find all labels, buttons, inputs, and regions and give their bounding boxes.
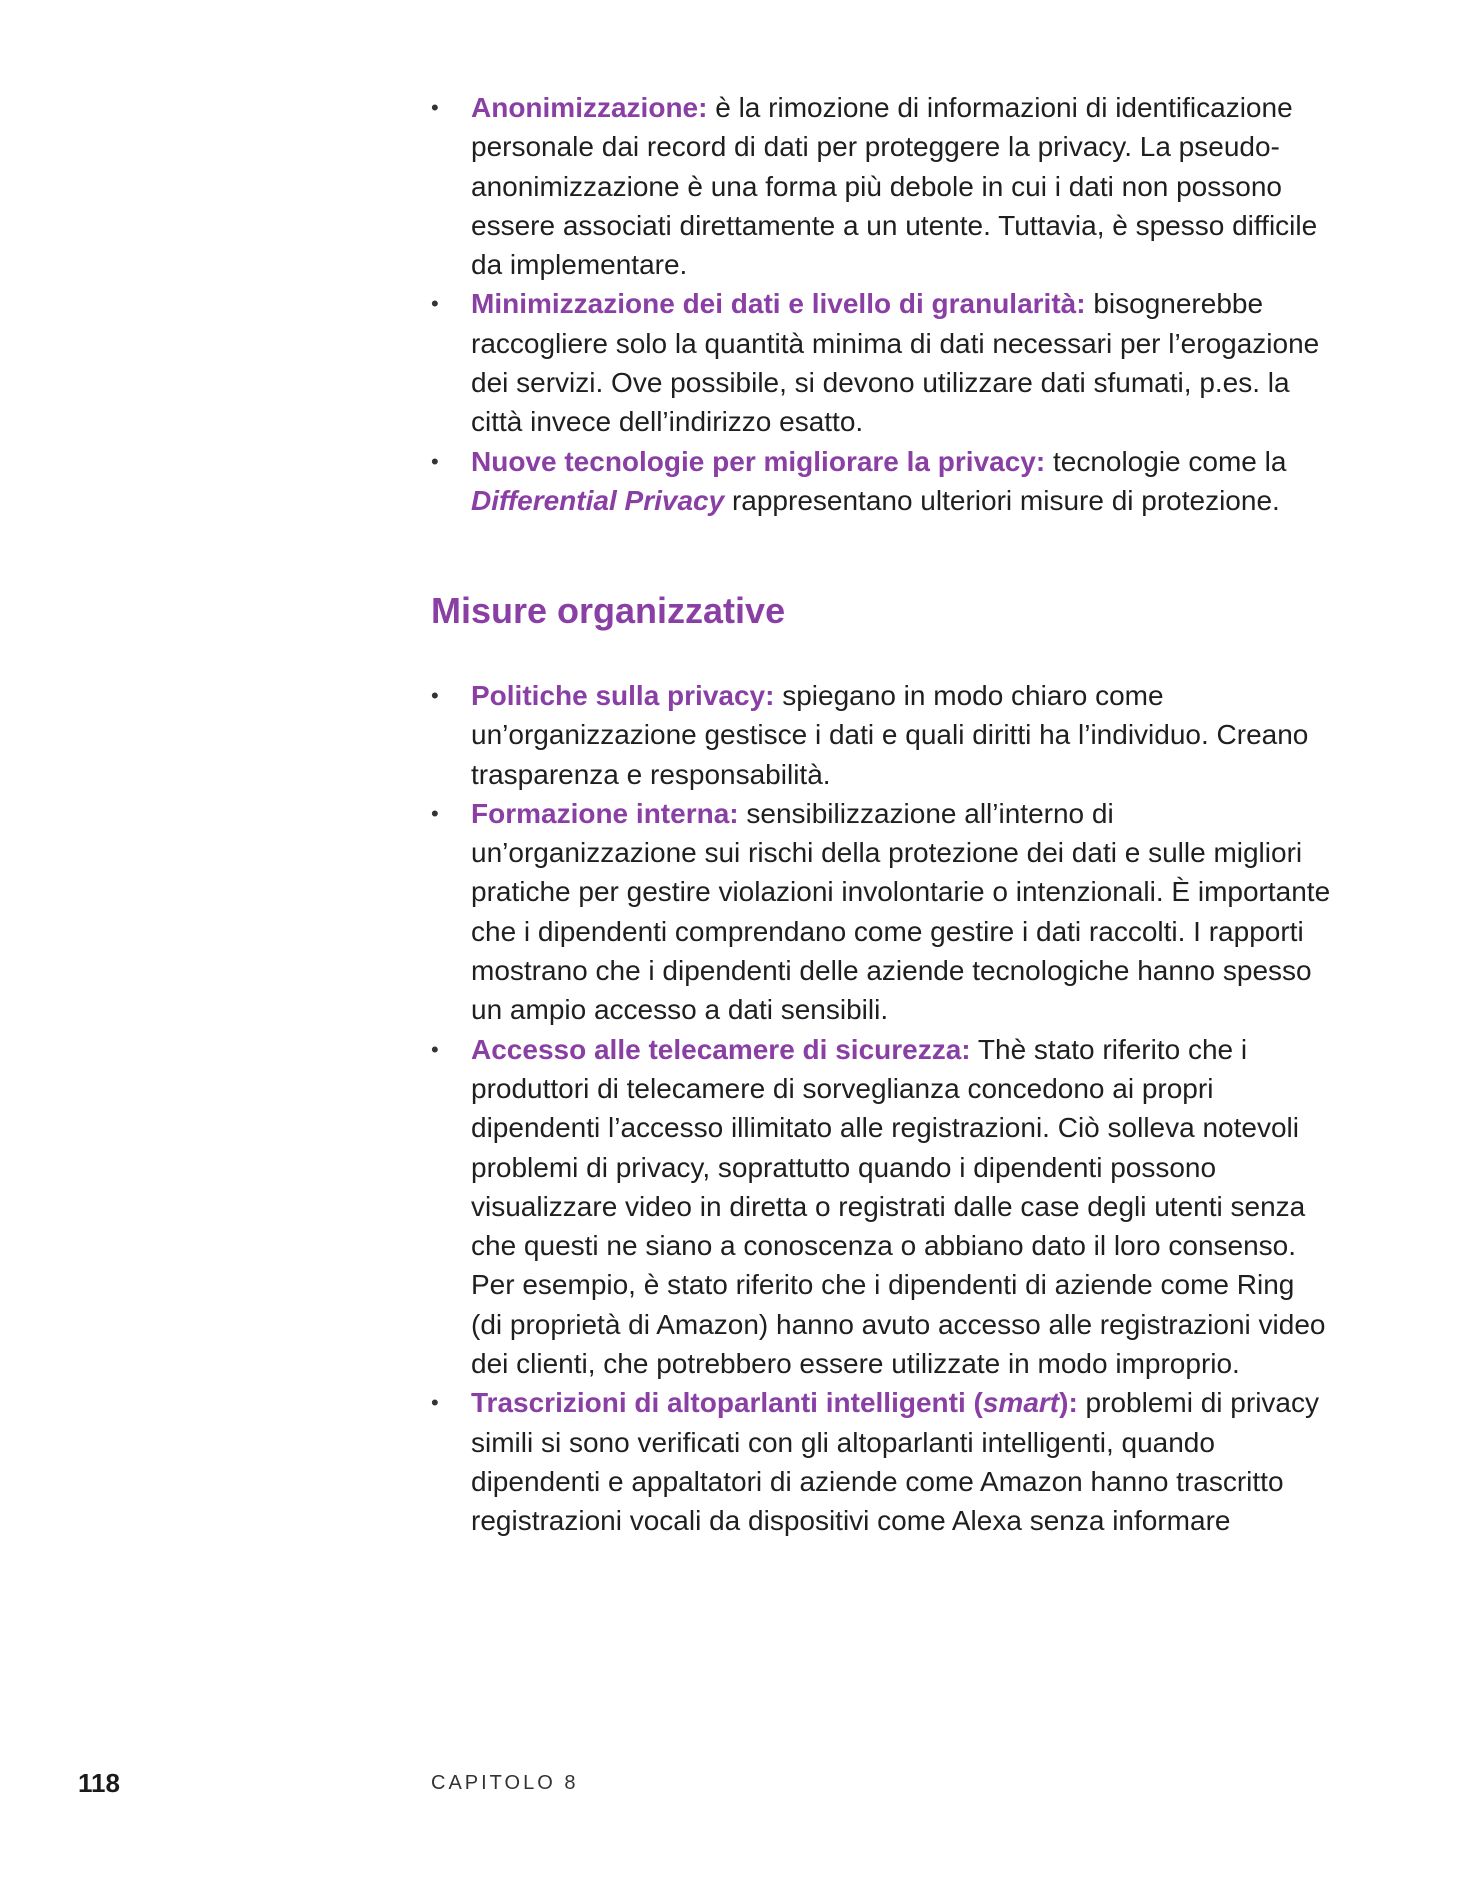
term-label: Nuove tecnologie per migliorare la privacy: (471, 445, 1046, 477)
bullet-icon: • (431, 448, 439, 474)
term-label: Formazione interna: (471, 797, 739, 829)
section-heading: Misure organizzative (431, 590, 786, 631)
list-item (431, 442, 1331, 521)
list-item (431, 284, 1331, 441)
item-text: spiegano in modo chiaro come un’organizzazione gestisce i dati e quali diritti ha l’individuo. Creano trasparenza e responsabilità. (471, 680, 1309, 790)
term-label: Trascrizioni di altoparlanti intelligenti ( (471, 1387, 983, 1419)
list-item (431, 1383, 1331, 1540)
item-text: sensibilizzazione all’interno di un’organizzazione sui rischi della protezione dei dati e sulle migliori pratiche per gestire violazioni involontarie o intenzionali. È importante che i dipendenti comprendano come gestire i dati raccolti. I rapporti mostrano che i dipendenti delle aziende tecnologiche hanno spesso un ampio accesso a dati sensibili. (471, 797, 1331, 1026)
item-text: bisognerebbe raccogliere solo la quantità minima di dati necessari per l’erogazione dei servizi. Ove possibile, si devono utilizzare dati sfumati, p.es. la città invece dell’indirizzo esatto. (471, 288, 1320, 438)
bullet-list-organizational (431, 676, 1331, 1541)
term-emphasis: smart (982, 1387, 1060, 1419)
page-number: 118 (78, 1768, 120, 1798)
item-text: Thè stato riferito che i produttori di telecamere di sorveglianza concedono ai propri dipendenti l’accesso illimitato alle registrazioni. Ciò solleva notevoli problemi di privacy, soprattutto quando i dipendenti possono visualizzare video in diretta o registrati dalle case degli utenti senza che questi ne siano a conoscenza o abbiano dato il loro consenso. Per esempio, è stato riferito che i dipendenti di aziende come Ring (di proprietà di Amazon) hanno avuto accesso alle registrazioni video dei clienti, che potrebbero essere utilizzate in modo improprio. (471, 1033, 1326, 1380)
list-item (431, 794, 1331, 1030)
item-text: tecnologie come la (1045, 445, 1287, 477)
term-label: Accesso alle telecamere di sicurezza: (471, 1033, 971, 1065)
item-text: problemi di privacy simili si sono verificati con gli altoparlanti intelligenti, quando dipendenti e appaltatori di aziende come Amazon hanno trascritto registrazioni vocali da dispositivi come Alexa senza informare (471, 1387, 1319, 1537)
bullet-icon: • (431, 95, 439, 120)
list-item (431, 1030, 1331, 1384)
term-label-end: ): (1059, 1387, 1078, 1419)
item-emphasis: Differential Privacy (471, 484, 725, 516)
chapter-label: CAPITOLO 8 (431, 1772, 579, 1794)
term-label: Anonimizzazione: (471, 92, 708, 123)
bullet-icon: • (431, 291, 439, 317)
bullet-icon: • (431, 683, 439, 708)
list-item (431, 88, 1331, 284)
bullet-icon: • (431, 1036, 439, 1062)
item-text: rappresentano ulteriori misure di protezione. (724, 484, 1280, 516)
bullet-icon: • (431, 1390, 439, 1416)
bullet-icon: • (431, 800, 439, 826)
term-label: Minimizzazione dei dati e livello di granularità: (471, 288, 1086, 320)
item-text: è la rimozione di informazioni di identificazione personale dai record di dati per proteggere la privacy. La pseudo-anonimizzazione è una forma più debole in cui i dati non possono essere associati direttamente a un utente. Tuttavia, è spesso difficile da implementare. (471, 92, 1318, 281)
list-item (431, 676, 1331, 794)
term-label: Politiche sulla privacy: (471, 680, 775, 711)
bullet-list-technical (431, 88, 1331, 520)
